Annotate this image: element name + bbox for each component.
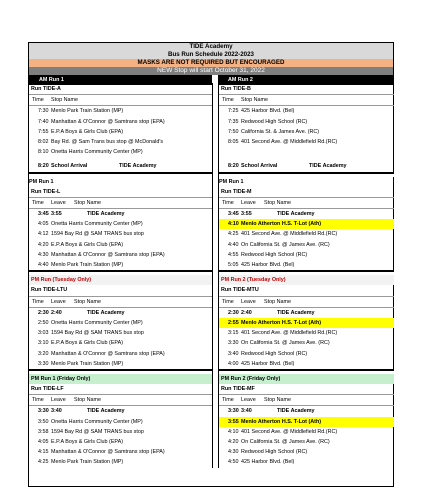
stop-time: 4:05 (38, 439, 49, 445)
stop-name: Redwood High School (RC) (241, 449, 308, 456)
am-run-2-header: AM Run 2 (218, 75, 393, 85)
stop-time: 4:10 (228, 221, 239, 228)
time-column-header: Time (32, 298, 44, 305)
blank-row (219, 147, 394, 157)
time-column-header: Time (32, 199, 44, 206)
school-name: TIDE Academy (87, 211, 125, 218)
stop-name: Onetta Harris Community Center (MP) (51, 149, 143, 156)
stop-time: 8:05 (228, 138, 239, 145)
stop-name: E.P.A Boys & Girls Club (EPA) (51, 340, 123, 347)
table-row (29, 338, 212, 348)
table-header (219, 297, 394, 308)
stop-name: On California St. @ James Ave. (RC) (241, 241, 330, 248)
school-name: TIDE Academy (277, 408, 315, 415)
stop-name: Onetta Harris Community Center (MP) (51, 221, 143, 228)
table-row (29, 219, 212, 229)
stop-time: 4:12 (38, 231, 49, 238)
table-row (29, 240, 212, 250)
table-row (29, 147, 212, 157)
table-row (29, 437, 212, 447)
table-row (29, 447, 212, 457)
table-row (219, 117, 394, 127)
table-row (29, 260, 212, 270)
stop-column-header: Stop Name (264, 199, 291, 206)
am-section (29, 83, 212, 172)
table-row (219, 427, 394, 437)
stop-name: Manhattan & O'Connor @ Samtrans stop (EPA) (51, 118, 165, 125)
right-column (218, 83, 394, 468)
stop-name: Menlo Park Train Station (MP) (51, 459, 124, 466)
table-header (29, 395, 212, 406)
stop-time: 7:40 (38, 118, 49, 125)
stop-time: 4:40 (228, 241, 239, 248)
leave-time: 3:55 (51, 211, 62, 218)
stop-name: E.P.A Boys & Girls Club (EPA) (51, 439, 123, 445)
arrival-school: TIDE Academy (309, 163, 347, 170)
table-row (29, 229, 212, 239)
am-run-1-header: AM Run 1 (29, 75, 212, 85)
stop-time: 3:30 (228, 340, 239, 347)
stop-name: Manhattan & O'Connor @ Samtrans stop (EPA) (51, 251, 165, 258)
stop-name: 401 Second Ave. @ Middlefield Rd.(RC) (241, 428, 338, 435)
stop-name: 1594 Bay Rd @ SAM TRANS bus stop (51, 428, 144, 435)
stop-time: 7:50 (228, 128, 239, 135)
stop-time: 3:30 (38, 360, 49, 367)
stop-time: 3:03 (38, 330, 49, 337)
stop-time: 4:10 (228, 428, 239, 435)
stop-column-header: Stop Name (241, 97, 268, 104)
stop-time: 3:20 (38, 350, 49, 357)
table-row (219, 240, 394, 250)
stop-time: 4:55 (228, 251, 239, 258)
leave-column-header: Leave (51, 298, 66, 305)
new-stop-notice: NEW Stop will start October 31, 2022 (29, 67, 393, 75)
table-row (219, 457, 394, 467)
school-depart-row (219, 209, 394, 219)
school-name: TIDE Academy (87, 309, 125, 316)
run-group-header: PM Run 2 (Friday Only) (219, 374, 394, 384)
stop-name: 425 Harbor Blvd. (Bel) (241, 459, 295, 466)
stop-time: 4:20 (228, 439, 239, 445)
school-depart-row (29, 308, 212, 318)
stop-time: 4:00 (228, 360, 239, 367)
arrive-time: 3:45 (38, 211, 49, 218)
stop-name: E.P.A Boys & Girls Club (EPA) (51, 128, 123, 135)
highlighted-stop-row (219, 318, 394, 328)
table-row (29, 318, 212, 328)
table-row (29, 117, 212, 127)
leave-time: 2:40 (51, 309, 62, 316)
stop-name: E.P.A Boys & Girls Club (EPA) (51, 241, 123, 248)
arrival-label: School Arrival (241, 163, 278, 170)
run-group-header: PM Run 1 (219, 178, 244, 185)
run-label: Run TIDE-A (29, 84, 212, 95)
stop-name: Onetta Harris Community Center (MP) (51, 418, 143, 425)
stop-name: 401 Second Ave. @ Middlefield Rd.(RC) (241, 330, 338, 337)
pm3-section (219, 369, 394, 468)
table-row (29, 127, 212, 137)
table-header (219, 95, 394, 106)
stop-name: 1594 Bay Rd @ SAM TRANS bus stop (51, 330, 144, 337)
stop-time: 8:10 (38, 149, 49, 156)
arrival-time: 8:20 (228, 163, 239, 170)
time-column-header: Time (222, 397, 234, 404)
masks-notice: MASKS ARE NOT REQUIRED BUT ENCOURAGED (29, 59, 393, 67)
run-label: Run TIDE-B (219, 84, 394, 95)
leave-column-header: Leave (51, 397, 66, 404)
stop-time: 4:30 (38, 251, 49, 258)
stop-column-header: Stop Name (74, 298, 101, 305)
table-row (219, 328, 394, 338)
table-row (29, 137, 212, 147)
stop-name: Menlo Park Train Station (MP) (51, 262, 124, 268)
table-row (219, 229, 394, 239)
stop-name: Manhattan & O'Connor @ Samtrans stop (EPA) (51, 350, 165, 357)
pm1-section (29, 172, 212, 271)
run-group-header: PM Run 1 (29, 178, 54, 185)
pm2-section (219, 270, 394, 369)
stop-column-header: Stop Name (264, 397, 291, 404)
table-row (219, 359, 394, 369)
arrive-time: 3:30 (228, 408, 239, 415)
stop-name: California St. & James Ave. (RC) (241, 128, 320, 135)
arrive-time: 3:30 (38, 408, 49, 415)
arrival-time: 8:20 (38, 163, 49, 170)
bus-schedule-sheet (28, 42, 394, 487)
stop-time: 7:30 (38, 108, 49, 115)
stop-name: 425 Harbor Blvd. (Bel) (241, 108, 295, 115)
table-row (219, 137, 394, 147)
schedule-title: TIDE Academy (29, 43, 393, 51)
leave-column-header: Leave (51, 199, 66, 206)
stop-name: 401 Second Ave. @ Middlefield Rd.(RC) (241, 231, 338, 238)
run-label: Run TIDE-L (29, 187, 212, 198)
pm1-section (219, 172, 394, 271)
leave-column-header: Leave (241, 199, 256, 206)
table-row (29, 457, 212, 467)
arrival-row (29, 161, 212, 171)
table-row (219, 349, 394, 359)
stop-time: 8:02 (38, 138, 49, 145)
stop-name: 425 Harbor Blvd. (Bel) (241, 360, 295, 367)
run-label: Run TIDE-MF (219, 384, 394, 395)
time-column-header: Time (222, 97, 234, 104)
stop-time: 3:50 (38, 418, 49, 425)
table-header (219, 395, 394, 406)
stop-name: Bay Rd. @ Sam Trans bus stop @ McDonald's (51, 138, 164, 145)
stop-time: 4:05 (38, 221, 49, 228)
table-row (29, 328, 212, 338)
table-header (29, 297, 212, 308)
table-header (29, 198, 212, 209)
stop-time: 4:25 (38, 459, 49, 466)
stop-time: 7:35 (228, 118, 239, 125)
stop-name: 401 Second Ave. @ Middlefield Rd.(RC) (241, 138, 338, 145)
stop-time: 4:30 (228, 449, 239, 456)
run-label: Run TIDE-MTU (219, 285, 394, 296)
stop-name: Onetta Harris Community Center (MP) (51, 319, 143, 326)
stop-name: Manhattan & O'Connor @ Samtrans stop (EPA) (51, 449, 165, 456)
table-row (29, 106, 212, 116)
arrive-time: 3:45 (228, 211, 239, 218)
table-row (219, 447, 394, 457)
schedule-subtitle: Bus Run Schedule 2022-2023 (29, 51, 393, 59)
arrival-school: TIDE Academy (119, 163, 157, 170)
run-group-header: PM Run 2 (Tuesday Only) (219, 275, 394, 285)
stop-name: Redwood High School (RC) (241, 251, 308, 258)
table-row (29, 427, 212, 437)
leave-column-header: Leave (241, 397, 256, 404)
am-section (219, 83, 394, 172)
leave-time: 3:40 (241, 408, 252, 415)
stop-name: Menlo Park Train Station (MP) (51, 108, 124, 115)
run-group-header: PM Run (Tuesday Only) (29, 275, 212, 285)
stop-time: 3:58 (38, 428, 49, 435)
time-column-header: Time (32, 97, 44, 104)
left-column (29, 83, 213, 468)
stop-time: 5:05 (228, 262, 239, 268)
stop-time: 2:55 (228, 319, 239, 326)
pm2-section (29, 270, 212, 369)
table-row (219, 127, 394, 137)
stop-time: 2:50 (38, 319, 49, 326)
run-group-header: PM Run 1 (Friday Only) (29, 374, 212, 384)
stop-name: Menlo Atherton H.S. T-Lot (Ath) (241, 418, 322, 425)
arrive-time: 2:30 (228, 309, 239, 316)
school-depart-row (29, 209, 212, 219)
stop-time: 4:25 (228, 231, 239, 238)
stop-column-header: Stop Name (264, 298, 291, 305)
stop-name: On California St. @ James Ave. (RC) (241, 439, 330, 445)
stop-time: 4:20 (38, 241, 49, 248)
stop-time: 7:25 (228, 108, 239, 115)
table-row (219, 260, 394, 270)
leave-time: 3:55 (241, 211, 252, 218)
stop-name: Menlo Atherton H.S. T-Lot (Ath) (241, 319, 322, 326)
stop-time: 4:40 (38, 262, 49, 268)
stop-column-header: Stop Name (74, 199, 101, 206)
stop-name: Redwood High School (RC) (241, 118, 308, 125)
stop-name: Redwood High School (RC) (241, 350, 308, 357)
stop-name: On California St. @ James Ave. (RC) (241, 340, 330, 347)
highlighted-stop-row (219, 417, 394, 427)
stop-name: Menlo Park Train Station (MP) (51, 360, 124, 367)
stop-time: 4:50 (228, 459, 239, 466)
pm3-section (29, 369, 212, 468)
stop-name: 425 Harbor Blvd. (Bel) (241, 262, 295, 268)
table-row (29, 359, 212, 369)
school-name: TIDE Academy (277, 309, 315, 316)
stop-time: 7:55 (38, 128, 49, 135)
stop-time: 4:15 (38, 449, 49, 456)
arrival-row (219, 161, 394, 171)
stop-time: 3:55 (228, 418, 239, 425)
stop-name: 1594 Bay Rd @ SAM TRANS bus stop (51, 231, 144, 238)
table-header (29, 95, 212, 106)
table-header (219, 198, 394, 209)
stop-time: 3:10 (38, 340, 49, 347)
table-row (29, 417, 212, 427)
stop-column-header: Stop Name (74, 397, 101, 404)
run-label: Run TIDE-LF (29, 384, 212, 395)
school-depart-row (29, 406, 212, 416)
school-name: TIDE Academy (277, 211, 315, 218)
leave-time: 3:40 (51, 408, 62, 415)
leave-column-header: Leave (241, 298, 256, 305)
arrival-label: School Arrival (51, 163, 88, 170)
table-row (219, 106, 394, 116)
stop-name: Menlo Atherton H.S. T-Lot (Ath) (241, 221, 322, 228)
stop-column-header: Stop Name (51, 97, 78, 104)
highlighted-stop-row (219, 219, 394, 229)
school-depart-row (219, 406, 394, 416)
stop-time: 3:40 (228, 350, 239, 357)
stop-time: 3:15 (228, 330, 239, 337)
run-label: Run TIDE-M (219, 187, 394, 198)
leave-time: 2:40 (241, 309, 252, 316)
table-row (29, 349, 212, 359)
table-row (219, 250, 394, 260)
table-row (29, 250, 212, 260)
run-label: Run TIDE-LTU (29, 285, 212, 296)
time-column-header: Time (32, 397, 44, 404)
school-name: TIDE Academy (87, 408, 125, 415)
time-column-header: Time (222, 199, 234, 206)
table-row (219, 338, 394, 348)
arrive-time: 2:30 (38, 309, 49, 316)
time-column-header: Time (222, 298, 234, 305)
school-depart-row (219, 308, 394, 318)
table-row (219, 437, 394, 447)
